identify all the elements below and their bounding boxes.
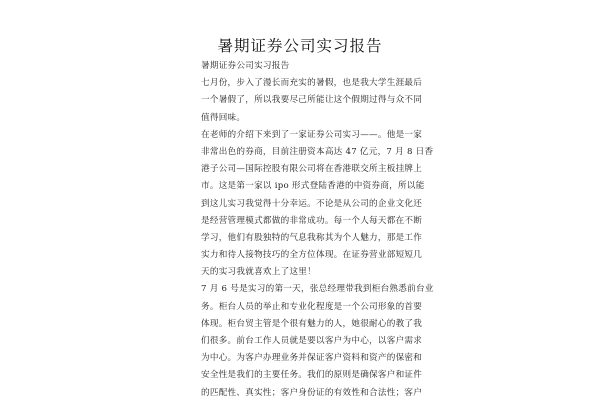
text-line: 暑期证券公司实习报告 <box>201 61 290 71</box>
text-line: 学习，他们有股独特的气息我称其为个人魅力，那是工作 <box>201 232 423 243</box>
document-title: 暑期证券公司实习报告 <box>217 37 383 55</box>
text-line: 为中心。为客户办理业务并保证客户资料和资产的保密和 <box>201 353 423 364</box>
text-line: 们很多。前台工作人员就是要以客户为中心，以客户需求 <box>201 336 423 346</box>
text-line: 七月份，步入了漫长而充实的暑假，也是我大学生涯最后 <box>201 78 423 89</box>
text-line: 市。这是第一家以 ipo 形式登陆香港的中资券商，所以能 <box>201 181 425 192</box>
text-line: 值得回味。 <box>201 112 246 123</box>
text-line: 的匹配性、真实性；客户身份证的有效性和合法性；客户 <box>201 387 423 398</box>
text-line: 天的实习我就喜欢上了这里！ <box>201 267 316 278</box>
text-line: 7 月 6 号是实习的第一天，张总经理带我到柜台熟悉前台业 <box>201 284 434 295</box>
text-line: 到这儿实习我觉得十分幸运。不论是从公司的企业文化还 <box>201 198 423 209</box>
text-line: 在老师的介绍下来到了一家证券公司实习——。他是一家 <box>201 129 423 140</box>
text-line: 实力和待人接物技巧的全方位体现。在证券营业部短短几 <box>201 250 423 261</box>
document-body <box>201 58 434 402</box>
text-line: 务。柜台人员的举止和专业化程度是一个公司形象的首要 <box>201 301 423 312</box>
text-line: 港子公司—国际控股有限公司将在香港联交所主板挂牌上 <box>201 164 423 175</box>
text-line: 非常出色的券商，目前注册资本高达 47 亿元，7 月 8 日香 <box>201 146 434 157</box>
text-line: 一个暑假了，所以我要尽己所能让这个假期过得与众不同 <box>201 95 423 106</box>
text-line: 是经营管理模式都做的非常成功。每一个人每天都在不断 <box>201 215 423 226</box>
text-line: 体现。柜台贸主管是个很有魅力的人，她很耐心的教了我 <box>201 318 423 329</box>
text-line: 安全性是我们的主要任务。我们的原则是确保客户和证件 <box>201 370 423 381</box>
